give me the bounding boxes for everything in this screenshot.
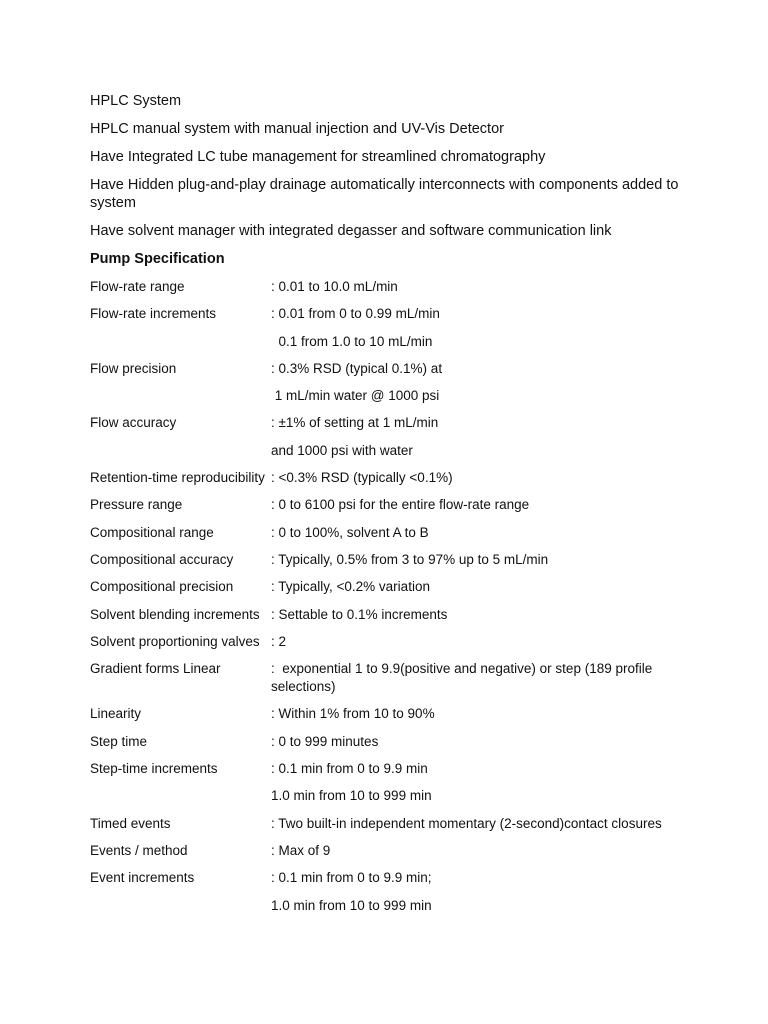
spec-value: : <0.3% RSD (typically <0.1%) [271,470,453,486]
spec-label: Flow-rate range [90,279,185,294]
spec-label [90,333,271,351]
spec-label [90,442,271,460]
spec-label: Linearity [90,706,142,722]
intro-paragraph: Have solvent manager with integrated degasser and software communication link [90,223,612,239]
spec-row [90,387,690,405]
spec-label: Pressure range [90,497,183,513]
spec-label: Events / method [90,842,188,858]
intro-paragraph: Have Integrated LC tube management for streamlined chromatography [90,149,546,165]
spec-label: Timed events [90,815,171,831]
spec-row [90,496,690,514]
spec-label: Flow-rate increments [90,306,217,322]
spec-row [90,760,690,778]
spec-label: Step time [90,733,148,749]
document-title: HPLC System [90,93,182,109]
spec-row [90,897,690,915]
spec-value: 1.0 min from 10 to 999 min [271,897,432,913]
spec-value: : 0 to 999 minutes [271,733,379,749]
intro-section [90,92,690,240]
spec-value: and 1000 psi with water [271,442,413,458]
spec-label: Compositional accuracy [90,551,234,567]
spec-value: : Within 1% from 10 to 90% [271,706,435,722]
spec-label: Compositional range [90,524,214,540]
section-heading: Pump Specification [90,251,225,267]
spec-label: Flow accuracy [90,415,177,431]
spec-label: Event increments [90,870,195,886]
spec-value: : ±1% of setting at 1 mL/min [271,415,439,431]
spec-value: : 0 to 6100 psi for the entire flow-rate range [271,497,530,513]
spec-row [90,633,690,651]
spec-label: Gradient forms Linear [90,661,221,677]
spec-row [90,842,690,860]
spec-row [90,551,690,569]
spec-row [90,705,690,723]
spec-row [90,414,690,432]
spec-value: : Typically, 0.5% from 3 to 97% up to 5 mL/min [271,551,549,567]
spec-value: : 0.1 min from 0 to 9.9 min [271,761,428,777]
document-page [90,92,690,924]
spec-label [90,787,271,805]
spec-row [90,733,690,751]
intro-paragraph: Have Hidden plug-and-play drainage automatically interconnects with components added to system [90,177,679,211]
spec-row [90,333,690,351]
spec-value: 0.1 from 1.0 to 10 mL/min [271,333,433,349]
spec-label: Solvent blending increments [90,606,260,622]
spec-row [90,305,690,323]
spec-row [90,524,690,542]
spec-value: : 0.01 from 0 to 0.99 mL/min [271,306,440,322]
spec-row [90,869,690,887]
intro-paragraph: HPLC manual system with manual injection and UV-Vis Detector [90,121,504,137]
spec-label [90,387,271,405]
spec-value: : 2 [271,633,287,649]
spec-table [90,278,690,915]
spec-value: : 0.01 to 10.0 mL/min [271,279,398,294]
spec-label [90,897,271,915]
spec-value: 1 mL/min water @ 1000 psi [271,388,440,404]
spec-row [90,660,690,696]
spec-value: : Typically, <0.2% variation [271,579,430,595]
spec-row [90,442,690,460]
spec-label: Retention-time reproducibility [90,470,265,486]
spec-row [90,606,690,624]
spec-value: : 0.3% RSD (typical 0.1%) at [271,360,443,376]
spec-row [90,360,690,378]
spec-label: Step-time increments [90,761,218,777]
spec-label: Compositional precision [90,579,234,595]
spec-value: : exponential 1 to 9.9(positive and negative) or step (189 profile selections) [271,661,657,695]
spec-value: 1.0 min from 10 to 999 min [271,788,432,804]
spec-label: Flow precision [90,360,177,376]
spec-row [90,469,690,487]
spec-row [90,578,690,596]
spec-row [90,787,690,805]
spec-value: : 0 to 100%, solvent A to B [271,524,429,540]
spec-label: Solvent proportioning valves [90,633,260,649]
spec-value: : Settable to 0.1% increments [271,606,448,622]
spec-value: : 0.1 min from 0 to 9.9 min; [271,870,432,886]
spec-row [90,278,690,296]
spec-value: : Two built-in independent momentary (2-second)contact closures [271,815,662,831]
spec-value: : Max of 9 [271,842,331,858]
spec-row [90,815,690,833]
